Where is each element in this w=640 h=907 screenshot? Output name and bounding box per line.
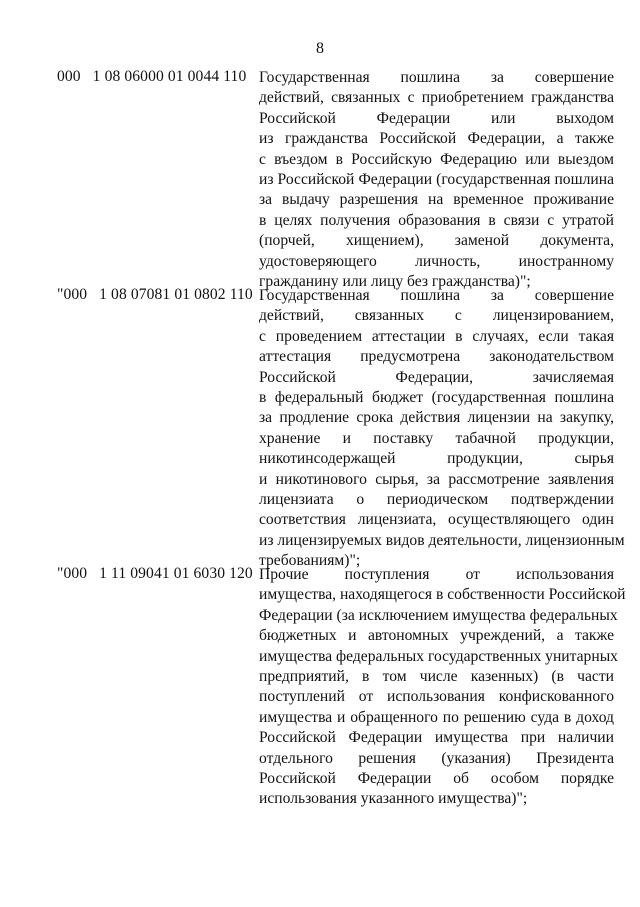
description-line: Российской Федерации имущества при наличии bbox=[259, 729, 614, 747]
description-line: из лицензируемых видов деятельности, лицензионным bbox=[259, 531, 625, 549]
description-line: действий, связанных с приобретением гражданства bbox=[259, 89, 614, 107]
description-line: Федерации (за исключением имущества федеральных bbox=[259, 606, 618, 624]
description-line: аттестация предусмотрена законодательством bbox=[259, 348, 614, 366]
description-line: использования указанного имущества)"; bbox=[259, 790, 528, 808]
revenue-description bbox=[259, 68, 614, 292]
description-line: Государственная пошлина за совершение bbox=[259, 287, 614, 304]
page-number: 8 bbox=[316, 40, 324, 57]
revenue-description bbox=[259, 286, 625, 572]
description-line: из гражданства Российской Федерации, а также bbox=[259, 130, 614, 148]
description-line: требованиям)"; bbox=[259, 552, 361, 570]
description-line: имущества, находящегося в собственности Российской bbox=[259, 586, 626, 604]
budget-classification-code: "000 1 11 09041 01 6030 120 bbox=[57, 565, 253, 582]
description-line: Российской Федерации, зачисляемая bbox=[259, 368, 614, 386]
description-line: удостоверяющего личность, иностранному bbox=[259, 252, 614, 270]
description-line: с проведением аттестации в случаях, если такая bbox=[259, 327, 614, 345]
description-line: хранение и поставку табачной продукции, bbox=[259, 429, 614, 447]
budget-classification-code: "000 1 08 07081 01 0802 110 bbox=[57, 286, 253, 303]
description-line: отдельного решения (указания) Президента bbox=[259, 749, 614, 767]
budget-classification-code: 000 1 08 06000 01 0044 110 bbox=[57, 68, 247, 85]
description-line: никотинсодержащей продукции, сырья bbox=[259, 450, 614, 468]
description-line: предприятий, в том числе казенных) (в части bbox=[259, 668, 614, 686]
description-line: Государственная пошлина за совершение bbox=[259, 69, 614, 86]
description-line: имущества федеральных государственных унитарных bbox=[259, 647, 618, 665]
description-line: за продление срока действия лицензии на закупку, bbox=[259, 409, 614, 427]
description-line: имущества и обращенного по решению суда в доход bbox=[259, 708, 614, 726]
description-line: соответствия лицензиата, осуществляющего один bbox=[259, 511, 614, 529]
description-line: лицензиата о периодическом подтверждении bbox=[259, 491, 614, 509]
description-line: бюджетных и автономных учреждений, а также bbox=[259, 627, 614, 645]
description-line: действий, связанных с лицензированием, bbox=[259, 307, 614, 325]
description-line: гражданину или лицу без гражданства)"; bbox=[259, 273, 531, 291]
description-line: Российской Федерации или выходом bbox=[259, 109, 614, 127]
description-line: в целях получения образования в связи с утратой bbox=[259, 211, 614, 229]
description-line: (порчей, хищением), заменой документа, bbox=[259, 232, 614, 250]
description-line: Российской Федерации об особом порядке bbox=[259, 770, 614, 788]
description-line: Прочие поступления от использования bbox=[259, 566, 614, 583]
description-line: из Российской Федерации (государственная пошлина bbox=[259, 171, 614, 189]
description-line: в федеральный бюджет (государственная пошлина bbox=[259, 389, 614, 407]
description-line: и никотинового сырья, за рассмотрение заявления bbox=[259, 470, 614, 488]
revenue-description bbox=[259, 565, 626, 810]
description-line: за выдачу разрешения на временное проживание bbox=[259, 191, 614, 209]
description-line: с въездом в Российскую Федерацию или выездом bbox=[259, 150, 614, 168]
description-line: поступлений от использования конфискованного bbox=[259, 688, 614, 706]
